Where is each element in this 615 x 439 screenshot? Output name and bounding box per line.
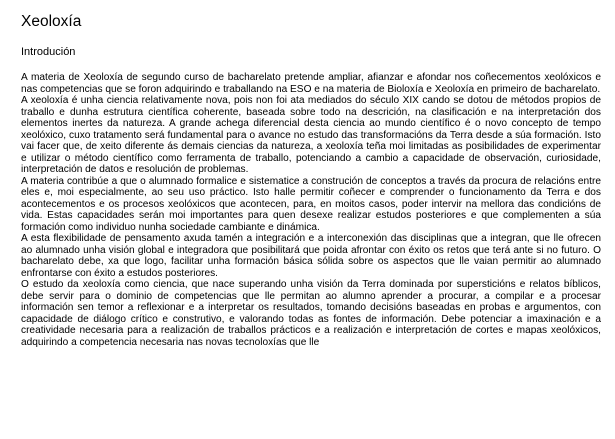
paragraph: A esta flexibilidade de pensamento axuda tamén a integración e a interconexión das disciplinas que a integran, que lle ofrecen ao alumnado unha visión global e integradora que posibilitará que poida afrontar con éxito os retos que terá ante si no futuro. O bacharelato debe, xa que logo, facilitar unha formación básica sólida sobre os aspectos que lle vaian permitir ao alumnado enfrontarse con éxito a estudos posteriores. — [21, 233, 601, 279]
paragraph: A materia de Xeoloxía de segundo curso de bacharelato pretende ampliar, afianzar e afondar nos coñecementos xeolóxicos e nas competencias que se foron adquirindo e traballando na ESO e na materia de Bioloxía e Xeoloxía en primeiro de bacharelato. — [21, 72, 601, 95]
paragraph: O estudo da xeoloxía como ciencia, que nace superando unha visión da Terra dominada por supersticións e relatos bíblicos, debe servir para o dominio de competencias que lle permitan ao alumno aprender a procurar, a compilar e a procesar información sen temor a reflexionar e a interpretar os resultados, tomando decisións baseadas en probas e argumentos, con capacidade de diálogo crítico e construtivo, e valorando todas as fontes de información. Debe potenciar a imaxinación e a creatividade necesaria para a realización de traballos prácticos e a realización e interpretación de cortes e mapas xeolóxicos, adquirindo a competencia necesaria nas novas tecnoloxías que lle — [21, 279, 601, 348]
paragraph: A materia contribúe a que o alumnado formalice e sistematice a construción de conceptos a través da procura de relacións entre eles e, moi especialmente, ao seu uso práctico. Isto halle permitir coñecer e comprender o funcionamento da Terra e dos acontecementos e os procesos xeolóxicos que acontecen, para, en moitos casos, poder intervir na mellora das condicións de vida. Estas capacidades serán moi importantes para quen desexe realizar estudos posteriores e que complementen a súa formación como individuo nunha sociedade cambiante e dinámica. — [21, 175, 601, 233]
document-title: Xeoloxía — [21, 13, 82, 30]
document-body — [21, 72, 601, 348]
paragraph: A xeoloxía é unha ciencia relativamente nova, pois non foi ata mediados do século XIX cando se dotou de métodos propios de traballo e dunha estrutura científica coherente, baseada sobre todo na descrición, na clasificación e na interpretación dos elementos inertes da natureza. A grande achega diferencial desta ciencia ao mundo científico é o novo concepto de tempo xeolóxico, cuxo tratamento será fundamental para o avance no estudo das transformacións da Terra desde a súa formación. Isto vai facer que, de xeito diferente ás demais ciencias da natureza, a xeoloxía teña moi limitadas as posibilidades de experimentar e utilizar o método científico como ferramenta de traballo, potenciando a cambio a capacidade de observación, curiosidade, interpretación de datos e resolución de problemas. — [21, 95, 601, 175]
section-heading: Introdución — [21, 46, 76, 58]
document-page — [21, 13, 601, 348]
